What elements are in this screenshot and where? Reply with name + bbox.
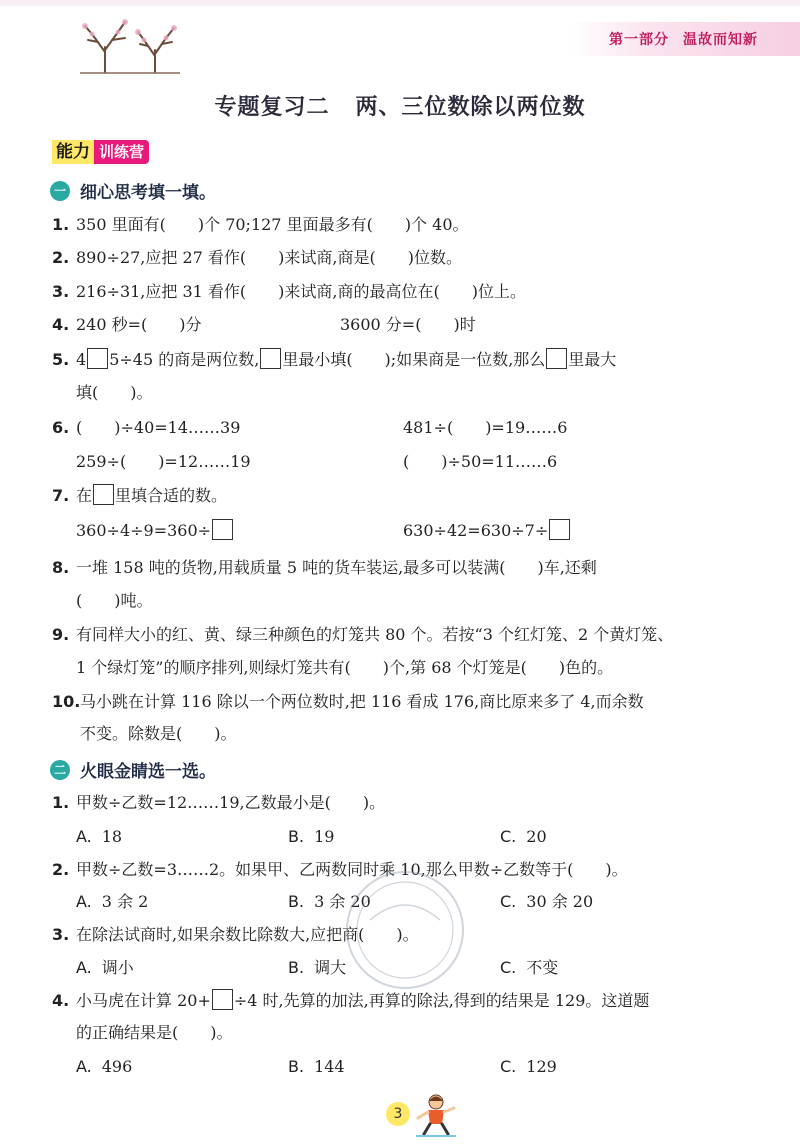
question-text: 216÷31,应把 31 看作( )来试商,商的最高位在( )位上。: [76, 282, 526, 301]
section-2-icon: 二: [50, 760, 70, 780]
question-7-left: [76, 519, 234, 543]
question-text: 有同样大小的红、黄、绿三种颜色的灯笼共 80 个。若按“3 个红灯笼、2 个黄灯笼、: [76, 625, 674, 644]
question-8-line2: ( )吨。: [76, 591, 153, 610]
question-text: 一堆 158 吨的货物,用载质量 5 吨的货车装运,最多可以装满( )车,还剩: [76, 558, 597, 577]
question-number: 9.: [52, 625, 70, 644]
question-number: 10.: [52, 692, 81, 711]
question-6-a: ( )÷40=14……39: [76, 418, 241, 437]
option-text: 调小: [101, 958, 134, 977]
title-main: 专题复习二: [214, 95, 330, 120]
option-a[interactable]: [76, 890, 148, 914]
question-number: 5.: [52, 350, 70, 369]
question-text: 里最大: [568, 350, 617, 369]
question-number: 2.: [52, 860, 70, 879]
option-label: B.: [288, 892, 305, 911]
option-b[interactable]: [288, 1055, 345, 1079]
question-number: 4.: [52, 991, 70, 1010]
option-label: C.: [500, 958, 517, 977]
option-label: A.: [76, 827, 92, 846]
page-number: 3: [386, 1102, 410, 1126]
question-text: 里最小填( );如果商是一位数,那么: [282, 350, 546, 369]
choice-question-1: [52, 791, 760, 815]
option-c[interactable]: [500, 956, 558, 980]
section-2-heading: [50, 757, 216, 782]
answer-box[interactable]: [93, 484, 114, 505]
option-text: 144: [314, 1057, 345, 1076]
header-part: 第一部分: [609, 32, 669, 48]
question-text: 890÷27,应把 27 看作( )来试商,商是( )位数。: [76, 248, 462, 267]
ability-badge: [52, 140, 149, 164]
question-number: 3.: [52, 282, 70, 301]
question-4-left: 240 秒=( )分: [76, 315, 202, 334]
question-text: 4: [76, 350, 87, 369]
question-7: [52, 484, 760, 508]
question-text: 甲数÷乙数=12……19,乙数最小是( )。: [76, 793, 386, 812]
watermark-stamp-icon: [330, 860, 480, 1000]
option-label: A.: [76, 1057, 92, 1076]
option-text: 3 余 20: [314, 892, 371, 911]
option-text: 129: [526, 1057, 557, 1076]
question-5-line2: 填( )。: [76, 383, 153, 402]
option-text: 18: [101, 827, 123, 846]
question-number: 7.: [52, 486, 70, 505]
question-number: 8.: [52, 558, 70, 577]
badge-ability: 能力: [52, 140, 94, 164]
option-c[interactable]: [500, 1055, 557, 1079]
option-a[interactable]: [76, 825, 122, 849]
option-label: B.: [288, 958, 305, 977]
question-1: [52, 213, 760, 237]
question-3: [52, 280, 760, 304]
question-4-right: 3600 分=( )时: [340, 315, 476, 334]
question-text: 在: [76, 486, 93, 505]
option-label: A.: [76, 892, 92, 911]
answer-box[interactable]: [212, 989, 233, 1010]
option-a[interactable]: [76, 956, 134, 980]
tree-illustration-icon: [70, 12, 190, 76]
answer-box[interactable]: [546, 348, 567, 369]
question-text: 里填合适的数。: [115, 486, 228, 505]
answer-box[interactable]: [87, 348, 108, 369]
question-text: ÷4 时,先算的加法,再算的除法,得到的结果是 129。这道题: [233, 991, 650, 1010]
title-sub: 两、三位数除以两位数: [355, 95, 586, 120]
header-subtitle: 温故而知新: [683, 32, 758, 48]
option-text: 496: [101, 1057, 133, 1076]
question-text: 马小跳在计算 116 除以一个两位数时,把 116 看成 176,商比原来多了 4,而余数: [80, 692, 644, 711]
option-label: A.: [76, 958, 92, 977]
badge-camp: 训练营: [94, 140, 149, 164]
question-10-line2: 不变。除数是( )。: [80, 724, 237, 743]
page-top-strip: [0, 0, 800, 6]
question-number: 1.: [52, 793, 70, 812]
equation-text: 360÷4÷9=360÷: [76, 521, 212, 540]
question-text: 在除法试商时,如果余数比除数大,应把商( )。: [76, 925, 419, 944]
option-text: 20: [526, 827, 547, 846]
option-text: 30 余 20: [526, 892, 594, 911]
question-5: [52, 348, 760, 372]
choice-question-4-line2: 的正确结果是( )。: [76, 1023, 233, 1042]
option-a[interactable]: [76, 1055, 132, 1079]
question-2: [52, 246, 760, 270]
option-label: C.: [500, 892, 517, 911]
option-label: C.: [500, 1057, 517, 1076]
question-6-d: ( )÷50=11……6: [403, 452, 558, 471]
option-text: 3 余 2: [101, 892, 149, 911]
question-9: [52, 623, 760, 647]
option-text: 不变: [526, 958, 559, 977]
option-c[interactable]: [500, 825, 547, 849]
option-b[interactable]: [288, 825, 334, 849]
question-6-c: 259÷( )=12……19: [76, 452, 251, 471]
header: [609, 29, 758, 49]
page-title: [0, 90, 800, 121]
section-2-title: 火眼金睛选一选。: [80, 762, 216, 782]
question-text: 350 里面有( )个 70;127 里面最多有( )个 40。: [76, 215, 469, 234]
section-1-icon: 一: [50, 181, 70, 201]
question-number: 3.: [52, 925, 70, 944]
question-number: 1.: [52, 215, 70, 234]
answer-box[interactable]: [212, 519, 233, 540]
option-text: 调大: [314, 958, 347, 977]
option-c[interactable]: [500, 890, 593, 914]
option-label: B.: [288, 827, 305, 846]
answer-box[interactable]: [260, 348, 281, 369]
answer-box[interactable]: [549, 519, 570, 540]
section-1-title: 细心思考填一填。: [80, 183, 216, 203]
section-1-heading: [50, 178, 216, 203]
option-text: 19: [314, 827, 335, 846]
question-6-b: 481÷( )=19……6: [403, 418, 568, 437]
question-text: 5÷45 的商是两位数,: [109, 350, 260, 369]
question-8: [52, 556, 760, 580]
question-10: [52, 690, 760, 714]
question-text: 甲数÷乙数=3……2。如果甲、乙两数同时乘 10,那么甲数÷乙数等于( )。: [76, 860, 628, 879]
option-label: B.: [288, 1057, 305, 1076]
question-text: 小马虎在计算 20+: [76, 991, 211, 1010]
equation-text: 630÷42=630÷7÷: [403, 521, 549, 540]
question-7-right: [403, 519, 571, 543]
question-number: 6.: [52, 418, 70, 437]
mascot-runner-icon: [412, 1092, 460, 1138]
question-number: 2.: [52, 248, 70, 267]
question-number: 4.: [52, 315, 70, 334]
option-label: C.: [500, 827, 517, 846]
question-9-line2: 1 个绿灯笼”的顺序排列,则绿灯笼共有( )个,第 68 个灯笼是( )色的。: [76, 658, 614, 677]
